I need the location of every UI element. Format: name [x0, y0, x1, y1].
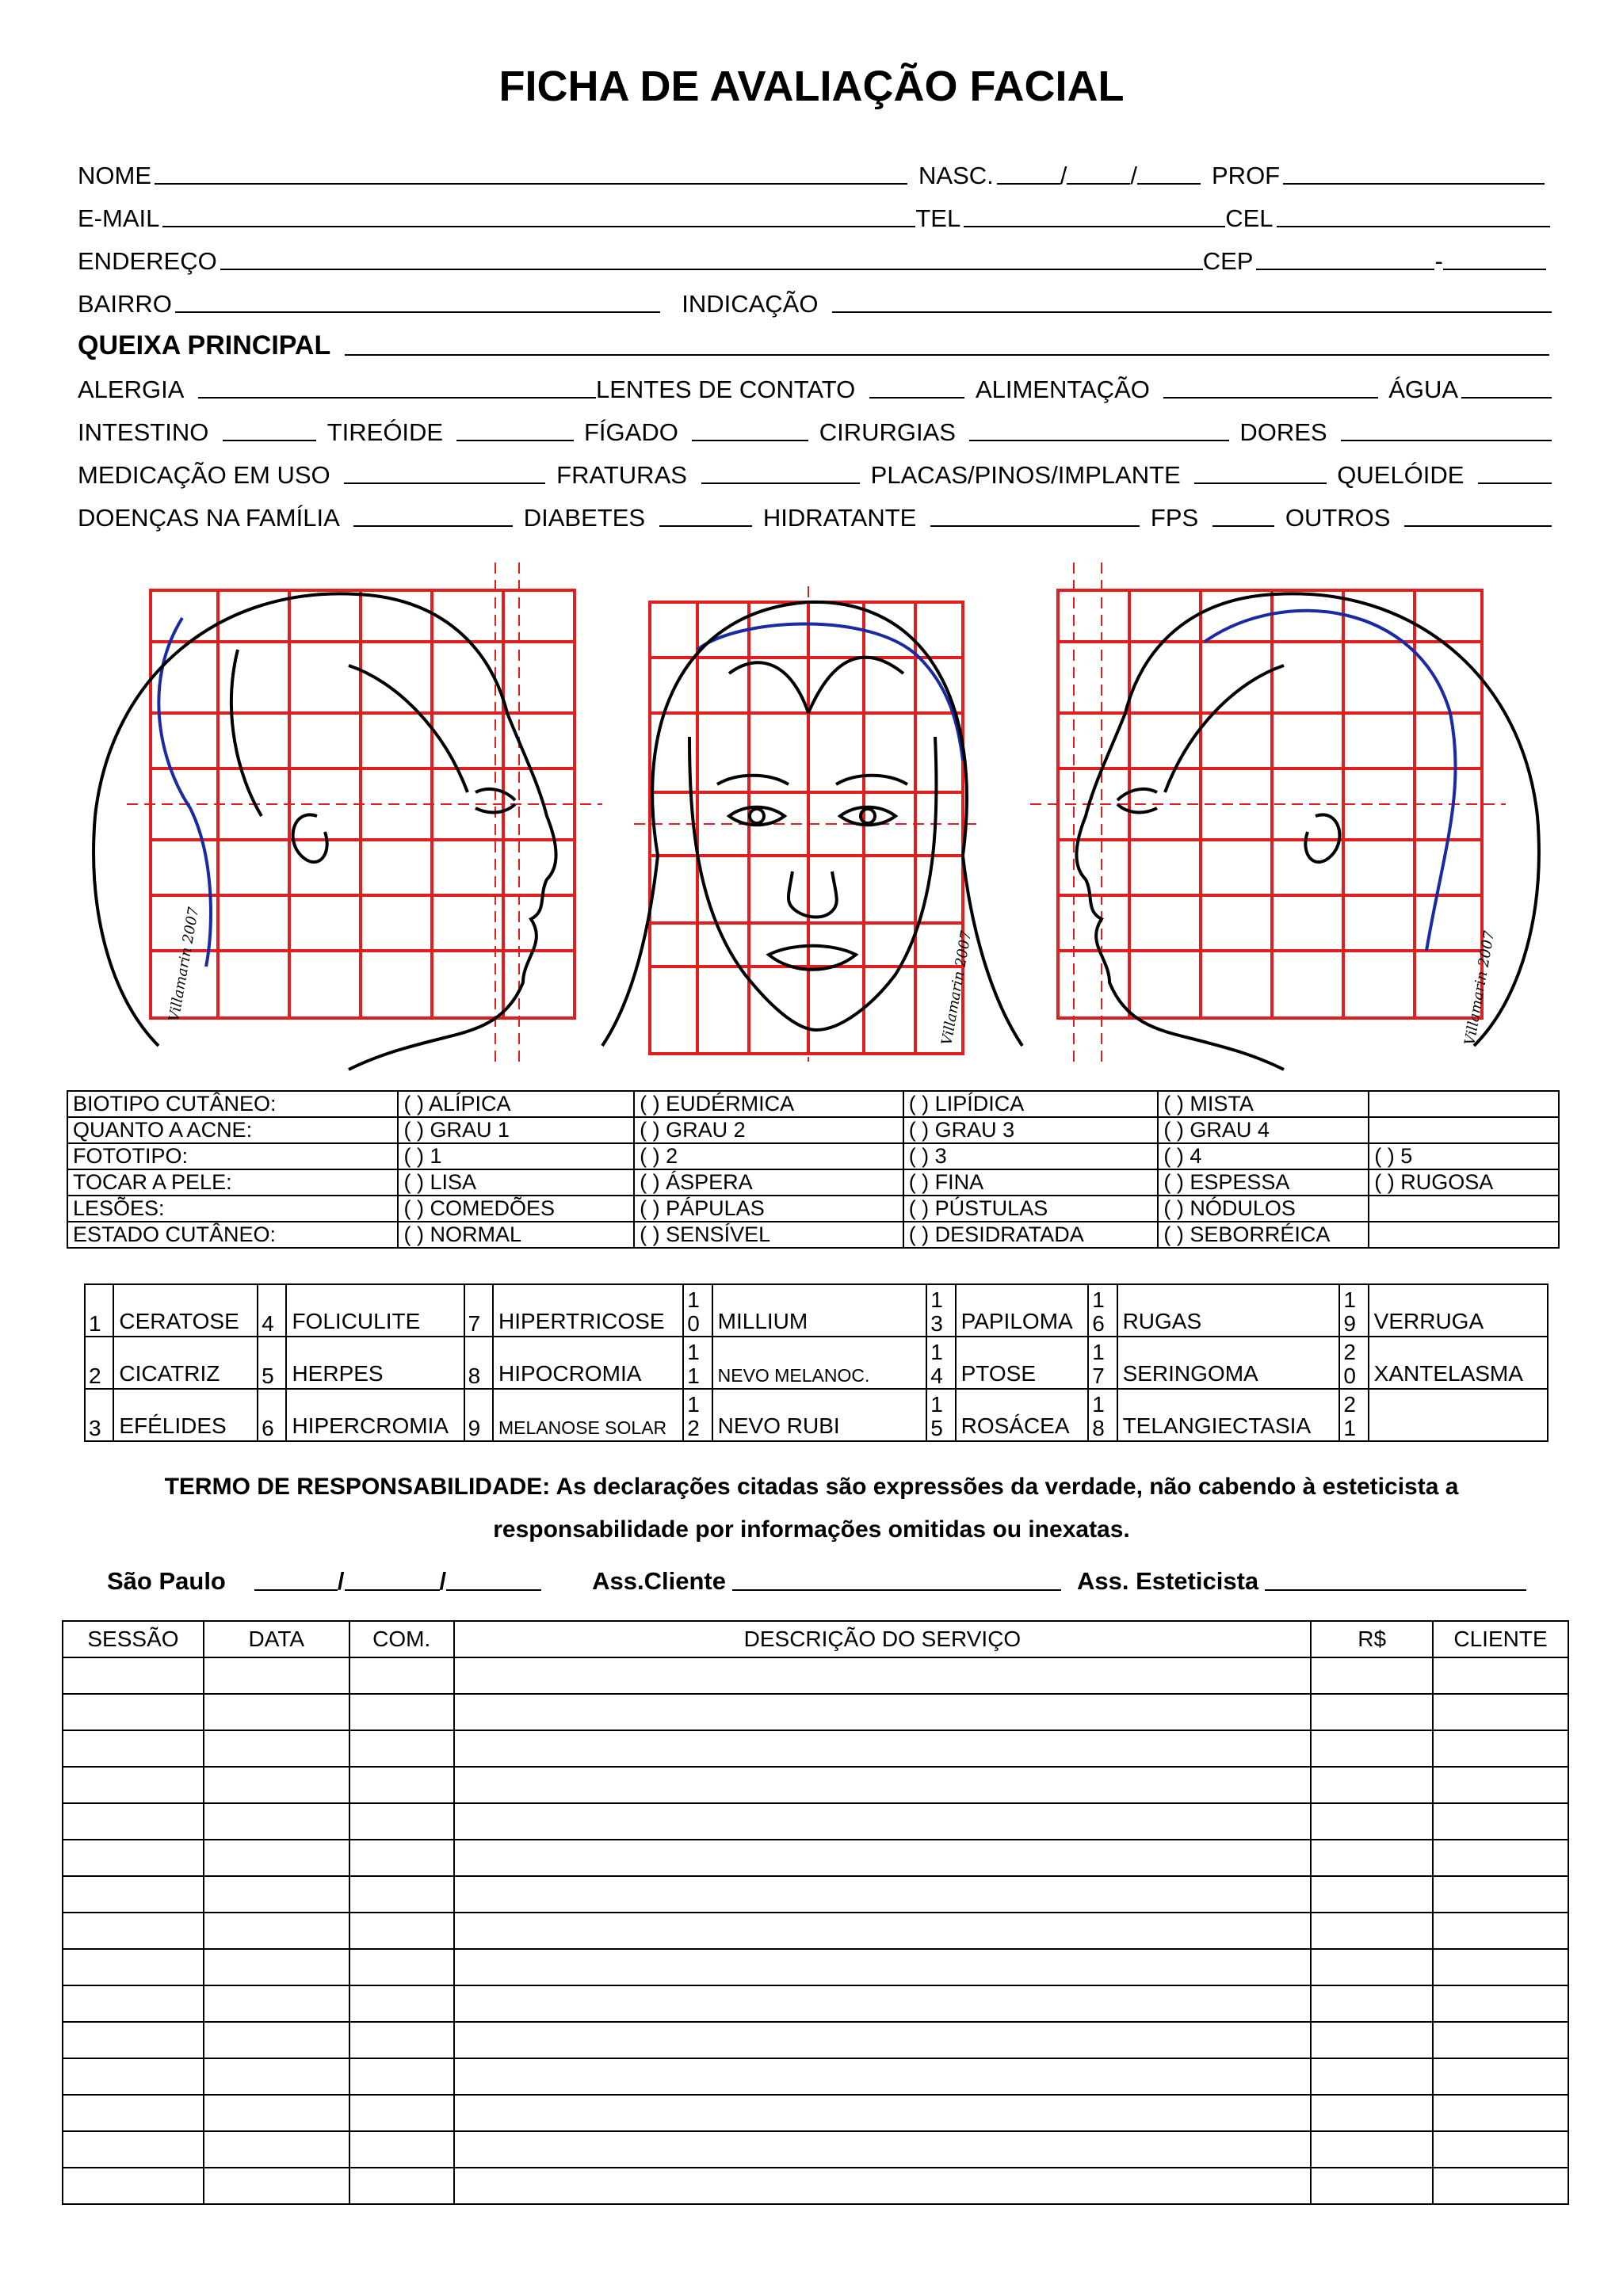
sessions-table: [62, 1620, 1569, 2205]
field-doencas[interactable]: [353, 524, 513, 527]
session-cell[interactable]: [63, 1803, 204, 1840]
label-diabetes: DIABETES: [523, 504, 646, 532]
lesion-number: 5: [258, 1337, 286, 1389]
field-indicacao[interactable]: [832, 310, 1552, 313]
label-nasc: NASC.: [918, 162, 994, 189]
sessions-column-header: DESCRIÇÃO DO SERVIÇO: [454, 1621, 1312, 1657]
session-cell[interactable]: [1311, 2058, 1433, 2095]
session-cell[interactable]: [1433, 1985, 1568, 2022]
skin-option-checkbox[interactable]: ( ) GRAU 2: [634, 1117, 903, 1143]
session-cell[interactable]: [349, 1694, 454, 1730]
lesion-name: [1369, 1389, 1548, 1441]
field-alergia[interactable]: [198, 395, 596, 399]
session-row: [63, 1985, 1568, 2022]
term-line-2: responsabilidade por informações omitidas ou inexatas.: [493, 1516, 1130, 1543]
ass-cliente-field[interactable]: [732, 1589, 1061, 1591]
lesion-number: 4: [258, 1284, 286, 1337]
session-cell[interactable]: [204, 1657, 349, 1694]
row-bairro: [78, 280, 1552, 318]
session-cell[interactable]: [1311, 2022, 1433, 2058]
session-cell[interactable]: [349, 2168, 454, 2204]
skin-option-checkbox[interactable]: ( ) GRAU 4: [1158, 1117, 1369, 1143]
session-cell[interactable]: [1311, 1985, 1433, 2022]
session-cell[interactable]: [204, 1876, 349, 1913]
skin-table-row: [67, 1117, 1559, 1143]
label-tel: TEL: [915, 204, 961, 232]
lesion-number: 1 5: [926, 1389, 955, 1441]
session-cell[interactable]: [63, 2022, 204, 2058]
session-cell[interactable]: [349, 1803, 454, 1840]
field-tel[interactable]: [964, 224, 1225, 227]
lesion-number: 1 3: [926, 1284, 955, 1337]
session-cell[interactable]: [204, 2022, 349, 2058]
lesion-number: 7: [464, 1284, 493, 1337]
lesion-number: 1: [85, 1284, 113, 1337]
field-queloide[interactable]: [1478, 481, 1552, 484]
session-cell[interactable]: [454, 2022, 1312, 2058]
skin-option-checkbox[interactable]: ( ) LISA: [398, 1169, 634, 1196]
field-fraturas[interactable]: [701, 481, 860, 484]
field-queixa[interactable]: [345, 353, 1549, 356]
skin-category-label: BIOTIPO CUTÂNEO:: [67, 1091, 398, 1117]
label-cirurgias: CIRURGIAS: [819, 418, 956, 446]
session-cell[interactable]: [454, 1694, 1312, 1730]
skin-option-checkbox[interactable]: ( ) NORMAL: [398, 1222, 634, 1248]
lesion-number: 8: [464, 1337, 493, 1389]
session-cell[interactable]: [204, 1694, 349, 1730]
lesion-number: 1 2: [683, 1389, 712, 1441]
session-cell[interactable]: [63, 2095, 204, 2131]
session-cell[interactable]: [1311, 2168, 1433, 2204]
lesion-number: 1 4: [926, 1337, 955, 1389]
lesion-number: 1 8: [1088, 1389, 1117, 1441]
skin-option-checkbox[interactable]: ( ) ÁSPERA: [634, 1169, 903, 1196]
session-cell[interactable]: [454, 1985, 1312, 2022]
skin-option-checkbox[interactable]: ( ) SENSÍVEL: [634, 1222, 903, 1248]
lesion-name: HIPOCROMIA: [493, 1337, 683, 1389]
lesion-name: PTOSE: [956, 1337, 1089, 1389]
face-profile-right: [1030, 563, 1539, 1070]
ass-esteticista-field[interactable]: [1265, 1589, 1526, 1591]
session-row: [63, 1657, 1568, 1694]
skin-option-checkbox: [1369, 1196, 1559, 1222]
skin-table-row: [67, 1169, 1559, 1196]
skin-option-checkbox[interactable]: ( ) FINA: [903, 1169, 1159, 1196]
label-cel: CEL: [1225, 204, 1274, 232]
lesion-number: 2 1: [1339, 1389, 1368, 1441]
skin-option-checkbox[interactable]: ( ) ESPESSA: [1158, 1169, 1369, 1196]
session-row: [63, 1767, 1568, 1803]
label-indicacao: INDICAÇÃO: [682, 290, 819, 318]
lesion-name: HERPES: [286, 1337, 464, 1389]
lesion-number: 1 0: [683, 1284, 712, 1337]
session-cell[interactable]: [1433, 1730, 1568, 1767]
skin-option-checkbox[interactable]: ( ) RUGOSA: [1369, 1169, 1559, 1196]
lesion-number: 2: [85, 1337, 113, 1389]
sessions-column-header: DATA: [204, 1621, 349, 1657]
field-lentes[interactable]: [869, 395, 965, 399]
session-cell[interactable]: [454, 1840, 1312, 1876]
lesion-number: 9: [464, 1389, 493, 1441]
sessions-column-header: SESSÃO: [63, 1621, 204, 1657]
lesion-number: 2 0: [1339, 1337, 1368, 1389]
session-cell[interactable]: [454, 2058, 1312, 2095]
ass-cliente-label: Ass.Cliente: [592, 1567, 726, 1595]
face-profile-left: [94, 563, 602, 1070]
session-row: [63, 2131, 1568, 2168]
field-endereco[interactable]: [220, 267, 1203, 270]
row-endereco: ENDEREÇO CEP -: [78, 238, 1552, 276]
session-cell[interactable]: [454, 2131, 1312, 2168]
skin-option-checkbox[interactable]: ( ) DESIDRATADA: [903, 1222, 1159, 1248]
session-row: [63, 1840, 1568, 1876]
field-medicacao[interactable]: [344, 481, 545, 484]
session-cell[interactable]: [454, 1803, 1312, 1840]
row-nome: NOME NASC. / / PROF: [78, 152, 1552, 190]
lesion-name: FOLICULITE: [286, 1284, 464, 1337]
session-row: [63, 2168, 1568, 2204]
session-cell[interactable]: [63, 1730, 204, 1767]
label-medicacao: MEDICAÇÃO EM USO: [78, 461, 330, 489]
skin-option-checkbox[interactable]: ( ) COMEDÕES: [398, 1196, 634, 1222]
session-cell[interactable]: [1311, 1657, 1433, 1694]
term-line-1: [0, 1474, 1623, 1501]
field-prof[interactable]: [1283, 181, 1545, 185]
lesion-number: 3: [85, 1389, 113, 1441]
session-cell[interactable]: [204, 1767, 349, 1803]
label-queixa: QUEIXA PRINCIPAL: [78, 330, 331, 360]
session-cell[interactable]: [1433, 2131, 1568, 2168]
label-email: E-MAIL: [78, 204, 160, 232]
session-cell[interactable]: [204, 1840, 349, 1876]
label-prof: PROF: [1212, 162, 1281, 189]
label-dores: DORES: [1239, 418, 1327, 446]
session-cell[interactable]: [349, 2095, 454, 2131]
field-alimentacao[interactable]: [1163, 395, 1377, 399]
session-cell[interactable]: [63, 2131, 204, 2168]
field-intestino[interactable]: [223, 438, 317, 441]
field-nome[interactable]: [155, 181, 907, 185]
ass-esteticista-label: Ass. Esteticista: [1076, 1567, 1259, 1595]
session-cell[interactable]: [63, 2058, 204, 2095]
field-dores[interactable]: [1341, 438, 1552, 441]
lesion-name: ROSÁCEA: [956, 1389, 1089, 1441]
skin-option-checkbox[interactable]: ( ) 1: [398, 1143, 634, 1169]
drawing-signature-front: Villamarin 2007: [938, 929, 976, 1047]
session-cell[interactable]: [1433, 1876, 1568, 1913]
session-cell[interactable]: [63, 1694, 204, 1730]
session-row: [63, 1913, 1568, 1949]
lesions-legend-table: [84, 1283, 1549, 1442]
skin-option-checkbox[interactable]: ( ) GRAU 3: [903, 1117, 1159, 1143]
lesion-row: [85, 1337, 1548, 1389]
page-title: FICHA DE AVALIAÇÃO FACIAL: [498, 63, 1125, 110]
session-cell[interactable]: [349, 1730, 454, 1767]
skin-option-checkbox[interactable]: ( ) 3: [903, 1143, 1159, 1169]
label-outros: OUTROS: [1285, 504, 1391, 532]
skin-category-label: QUANTO A ACNE:: [67, 1117, 398, 1143]
session-cell[interactable]: [204, 1803, 349, 1840]
session-cell[interactable]: [1433, 1840, 1568, 1876]
lesion-name: CERATOSE: [113, 1284, 258, 1337]
skin-assessment-table: [67, 1090, 1560, 1249]
label-fps: FPS: [1150, 504, 1199, 532]
session-cell[interactable]: [1311, 1694, 1433, 1730]
skin-option-checkbox[interactable]: ( ) PÚSTULAS: [903, 1196, 1159, 1222]
session-cell[interactable]: [454, 1657, 1312, 1694]
signature-row: São Paulo / / Ass.Cliente Ass. Esteticista: [107, 1558, 1533, 1596]
sessions-column-header: R$: [1311, 1621, 1433, 1657]
skin-option-checkbox[interactable]: ( ) ALÍPICA: [398, 1091, 634, 1117]
skin-option-checkbox[interactable]: ( ) SEBORRÉICA: [1158, 1222, 1369, 1248]
label-placas: PLACAS/PINOS/IMPLANTE: [870, 461, 1181, 489]
skin-category-label: TOCAR A PELE:: [67, 1169, 398, 1196]
session-cell[interactable]: [349, 1949, 454, 1985]
session-cell[interactable]: [63, 2168, 204, 2204]
skin-option-checkbox: [1369, 1117, 1559, 1143]
session-cell[interactable]: [63, 1949, 204, 1985]
session-cell[interactable]: [1311, 1803, 1433, 1840]
field-hidratante[interactable]: [930, 524, 1140, 527]
session-cell[interactable]: [63, 1657, 204, 1694]
field-placas[interactable]: [1194, 481, 1326, 484]
session-cell[interactable]: [1433, 2168, 1568, 2204]
skin-option-checkbox[interactable]: ( ) 4: [1158, 1143, 1369, 1169]
lesion-number: 1 1: [683, 1337, 712, 1389]
session-cell[interactable]: [1311, 1767, 1433, 1803]
row-alergia: [78, 366, 1552, 404]
session-cell[interactable]: [454, 1949, 1312, 1985]
session-row: [63, 1876, 1568, 1913]
session-cell[interactable]: [1311, 2095, 1433, 2131]
session-cell[interactable]: [349, 1657, 454, 1694]
label-cep: CEP: [1202, 247, 1254, 275]
skin-option-checkbox[interactable]: ( ) EUDÉRMICA: [634, 1091, 903, 1117]
session-cell[interactable]: [1311, 1949, 1433, 1985]
skin-option-checkbox[interactable]: ( ) LIPÍDICA: [903, 1091, 1159, 1117]
session-cell[interactable]: [204, 2131, 349, 2168]
label-lentes: LENTES DE CONTATO: [595, 376, 856, 403]
label-alimentacao: ALIMENTAÇÃO: [975, 376, 1150, 403]
session-cell[interactable]: [1311, 1840, 1433, 1876]
session-cell[interactable]: [1433, 1767, 1568, 1803]
lesion-name: RUGAS: [1117, 1284, 1340, 1337]
skin-table-row: [67, 1091, 1559, 1117]
session-cell[interactable]: [1433, 1803, 1568, 1840]
face-mapping-drawings: [0, 555, 1623, 1077]
lesion-name: NEVO MELANOC.: [712, 1337, 927, 1389]
lesion-name: MELANOSE SOLAR: [493, 1389, 683, 1441]
session-row: [63, 1949, 1568, 1985]
skin-table-row: [67, 1143, 1559, 1169]
session-row: [63, 1730, 1568, 1767]
skin-option-checkbox[interactable]: ( ) PÁPULAS: [634, 1196, 903, 1222]
skin-option-checkbox[interactable]: ( ) NÓDULOS: [1158, 1196, 1369, 1222]
session-cell[interactable]: [349, 1913, 454, 1949]
session-cell[interactable]: [349, 1840, 454, 1876]
lesion-number: 1 7: [1088, 1337, 1117, 1389]
session-cell[interactable]: [454, 1767, 1312, 1803]
session-cell[interactable]: [454, 2168, 1312, 2204]
session-cell[interactable]: [1311, 1913, 1433, 1949]
label-figado: FÍGADO: [583, 418, 678, 446]
field-cel[interactable]: [1277, 224, 1550, 227]
lesion-name: CICATRIZ: [113, 1337, 258, 1389]
date-year-field[interactable]: [446, 1589, 541, 1591]
lesion-name: VERRUGA: [1369, 1284, 1548, 1337]
session-row: [63, 2095, 1568, 2131]
session-cell[interactable]: [63, 1840, 204, 1876]
skin-option-checkbox: [1369, 1091, 1559, 1117]
field-bairro[interactable]: [175, 310, 660, 313]
date-day-field[interactable]: [254, 1589, 338, 1591]
lesion-name: PAPILOMA: [956, 1284, 1089, 1337]
skin-option-checkbox[interactable]: ( ) 2: [634, 1143, 903, 1169]
skin-table-row: [67, 1196, 1559, 1222]
skin-category-label: ESTADO CUTÂNEO:: [67, 1222, 398, 1248]
session-cell[interactable]: [1433, 1913, 1568, 1949]
label-fraturas: FRATURAS: [556, 461, 687, 489]
field-nasc-year[interactable]: [1137, 181, 1201, 185]
session-cell[interactable]: [454, 1876, 1312, 1913]
lesion-name: HIPERTRICOSE: [493, 1284, 683, 1337]
session-cell[interactable]: [454, 1913, 1312, 1949]
lesion-name: TELANGIECTASIA: [1117, 1389, 1340, 1441]
label-queloide: QUELÓIDE: [1337, 461, 1465, 489]
lesion-name: SERINGOMA: [1117, 1337, 1340, 1389]
session-cell[interactable]: [204, 1985, 349, 2022]
label-tireoide: TIREÓIDE: [327, 418, 444, 446]
label-hidratante: HIDRATANTE: [762, 504, 917, 532]
session-row: [63, 1694, 1568, 1730]
session-cell[interactable]: [204, 1949, 349, 1985]
session-cell[interactable]: [349, 1985, 454, 2022]
session-cell[interactable]: [454, 1730, 1312, 1767]
session-cell[interactable]: [63, 1767, 204, 1803]
session-cell[interactable]: [204, 2095, 349, 2131]
skin-option-checkbox: [1369, 1222, 1559, 1248]
term-text-1: As declarações citadas são expressões da verdade, não cabendo à esteticista a: [550, 1474, 1459, 1500]
session-cell[interactable]: [63, 1876, 204, 1913]
field-cep-b[interactable]: [1443, 267, 1546, 270]
face-front: [602, 586, 1022, 1062]
session-cell[interactable]: [1433, 2095, 1568, 2131]
lesion-name: XANTELASMA: [1369, 1337, 1548, 1389]
date-month-field[interactable]: [345, 1589, 440, 1591]
session-cell[interactable]: [349, 2131, 454, 2168]
lesion-number: 6: [258, 1389, 286, 1441]
field-fps[interactable]: [1212, 524, 1274, 527]
row-doencas: [78, 494, 1552, 532]
field-cep-a[interactable]: [1256, 267, 1434, 270]
label-intestino: INTESTINO: [78, 418, 209, 446]
session-cell[interactable]: [204, 2058, 349, 2095]
field-nasc-month[interactable]: [1067, 181, 1130, 185]
session-cell[interactable]: [1433, 1949, 1568, 1985]
label-alergia: ALERGIA: [78, 376, 185, 403]
label-agua: ÁGUA: [1388, 376, 1459, 403]
lesion-name: MILLIUM: [712, 1284, 927, 1337]
session-cell[interactable]: [1311, 1876, 1433, 1913]
lesion-number: 1 9: [1339, 1284, 1368, 1337]
skin-category-label: LESÕES:: [67, 1196, 398, 1222]
city-label: São Paulo: [107, 1567, 226, 1595]
session-row: [63, 2058, 1568, 2095]
lesion-name: EFÉLIDES: [113, 1389, 258, 1441]
session-cell[interactable]: [1433, 2022, 1568, 2058]
session-cell[interactable]: [349, 1767, 454, 1803]
field-email[interactable]: [162, 224, 915, 227]
row-intestino: [78, 409, 1552, 447]
session-row: [63, 2022, 1568, 2058]
field-cirurgias[interactable]: [969, 438, 1229, 441]
field-figado[interactable]: [692, 438, 808, 441]
field-outros[interactable]: [1404, 524, 1552, 527]
field-nasc-day[interactable]: [997, 181, 1060, 185]
session-cell[interactable]: [63, 1913, 204, 1949]
session-cell[interactable]: [1433, 1657, 1568, 1694]
session-cell[interactable]: [204, 2168, 349, 2204]
session-cell[interactable]: [63, 1985, 204, 2022]
session-cell[interactable]: [204, 1913, 349, 1949]
field-agua[interactable]: [1461, 395, 1552, 399]
session-row: [63, 1803, 1568, 1840]
session-cell[interactable]: [349, 1876, 454, 1913]
drawing-signature-left: Villamarin 2007: [166, 906, 203, 1023]
lesion-row: [85, 1389, 1548, 1441]
lesion-number: 1 6: [1088, 1284, 1117, 1337]
drawing-signature-right: Villamarin 2007: [1461, 929, 1499, 1047]
label-bairro: BAIRRO: [78, 290, 172, 318]
sessions-column-header: CLIENTE: [1433, 1621, 1568, 1657]
row-medicacao: [78, 452, 1552, 490]
session-cell[interactable]: [1311, 1730, 1433, 1767]
sessions-column-header: COM.: [349, 1621, 454, 1657]
lesion-name: NEVO RUBI: [712, 1389, 927, 1441]
row-queixa: [78, 323, 1552, 361]
skin-option-checkbox[interactable]: ( ) 5: [1369, 1143, 1559, 1169]
sessions-header-row: [63, 1621, 1568, 1657]
session-cell[interactable]: [1433, 1694, 1568, 1730]
row-email: [78, 195, 1552, 233]
label-endereco: ENDEREÇO: [78, 247, 217, 275]
session-cell[interactable]: [349, 2058, 454, 2095]
session-cell[interactable]: [349, 2022, 454, 2058]
field-diabetes[interactable]: [659, 524, 752, 527]
label-nome: NOME: [78, 162, 151, 189]
label-doencas: DOENÇAS NA FAMÍLIA: [78, 504, 340, 532]
field-tireoide[interactable]: [456, 438, 573, 441]
session-cell[interactable]: [1433, 2058, 1568, 2095]
skin-option-checkbox[interactable]: ( ) MISTA: [1158, 1091, 1369, 1117]
session-cell[interactable]: [454, 2095, 1312, 2131]
session-cell[interactable]: [1311, 2131, 1433, 2168]
skin-table-row: [67, 1222, 1559, 1248]
skin-category-label: FOTOTIPO:: [67, 1143, 398, 1169]
skin-option-checkbox[interactable]: ( ) GRAU 1: [398, 1117, 634, 1143]
session-cell[interactable]: [204, 1730, 349, 1767]
lesion-row: [85, 1284, 1548, 1337]
term-label: TERMO DE RESPONSABILIDADE:: [164, 1474, 551, 1500]
lesion-name: HIPERCROMIA: [286, 1389, 464, 1441]
